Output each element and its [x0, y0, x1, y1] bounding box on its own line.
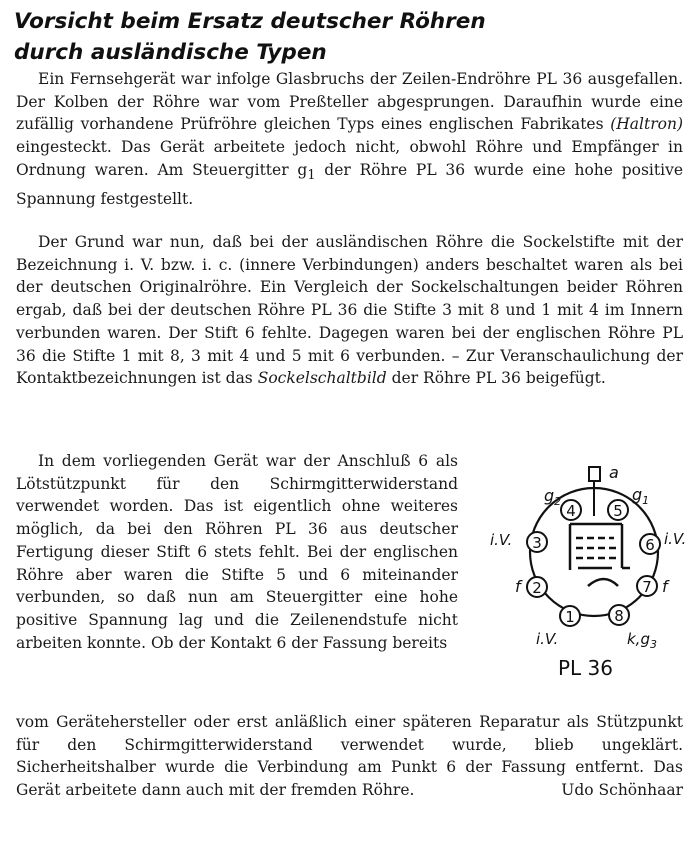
svg-text:1: 1: [565, 608, 575, 626]
electrode-structure: [570, 524, 630, 586]
svg-text:4: 4: [566, 502, 576, 520]
article-title: [14, 6, 684, 68]
paragraph-3-text-a: In dem vorliegenden Gerät war der Anschluß 6 als Lötstützpunkt für den Schirmgitterwiderstand verwendet worden. Das ist eigentlich ohne weiteres möglich, da bei den Röhren PL 36 aus deutscher Fertigung dieser Stift 6 stets fehlt. Bei der englischen Röhre aber waren die Stifte 5 und 6 miteinander verbunden, so daß nun am Steuergitter eine hohe positive Spannung lag und die Zeilenendstufe nicht arbeiten konnte. Ob der Kontakt 6 der Fassung bereits: [16, 452, 458, 652]
pin-8: [609, 605, 629, 625]
svg-text:6: 6: [645, 536, 655, 554]
label-iv-bottom: i.V.: [536, 630, 559, 648]
pin-5: [608, 500, 628, 520]
paragraph-1-text-c: der Röhre PL 36 wurde eine hohe positive Spannung festgestellt.: [16, 160, 683, 208]
label-k-g3: $k,g_3$: [627, 630, 657, 651]
pin-1: [560, 606, 580, 626]
label-a: a: [609, 464, 619, 482]
pin-6: [640, 534, 660, 554]
label-iv-right: i.V.: [664, 530, 687, 548]
paragraph-3: [16, 450, 458, 654]
title-line-1: Vorsicht beim Ersatz deutscher Röhren: [14, 9, 486, 34]
svg-text:8: 8: [614, 607, 624, 625]
label-iv-left: i.V.: [490, 531, 513, 549]
label-g2: $g_2$: [544, 486, 562, 508]
anode-cap: [589, 467, 600, 481]
paragraph-2-text-a: Der Grund war nun, daß bei der ausländischen Röhre die Sockelstifte mit der Bezeichnung i. V. bzw. i. c. (innere Verbindungen) anders beschaltet waren als bei der deutschen Originalröhre. Ein Vergleich der Sockelschaltungen beider Röhren ergab, daß bei der deutschen Röhre PL 36 die Stifte 3 mit 8 und 1 mit 4 im Innern verbunden waren. Der Stift 6 fehlte. Dagegen waren bei der englischen Röhre PL 36 die Stifte 1 mit 8, 3 mit 4 und 5 mit 6 verbunden. – Zur Veranschaulichung der Kontaktbezeichnungen ist das: [16, 233, 683, 388]
paragraph-2-text-b: der Röhre PL 36 beigefügt.: [386, 369, 606, 388]
svg-text:7: 7: [642, 578, 652, 596]
figure-caption: PL 36: [558, 656, 614, 680]
paragraph-2-term: Sockelschaltbild: [257, 369, 387, 388]
svg-text:3: 3: [532, 534, 542, 552]
paragraph-1-brand: (Haltron): [610, 115, 683, 134]
label-f-right: f: [662, 577, 668, 596]
svg-text:2: 2: [532, 579, 542, 597]
pin-4: [561, 500, 581, 520]
label-g1: $g_1$: [632, 485, 650, 507]
label-f-left: f: [515, 577, 521, 596]
paragraph-1: [16, 68, 683, 210]
paragraph-1-text-b: eingesteckt. Das Gerät arbeitete jedoch nicht, obwohl Röhre und Empfänger in Ordnung waren. Am Steuergitter g: [16, 138, 683, 179]
paragraph-3-continued: [16, 711, 683, 802]
author-signature: Udo Schönhaar: [561, 781, 683, 800]
pin-2: [527, 577, 547, 597]
svg-text:5: 5: [613, 502, 623, 520]
pin-3: [527, 532, 547, 552]
paragraph-1-text-a: Ein Fernsehgerät war infolge Glasbruchs der Zeilen-Endröhre PL 36 ausgefallen. Der Kolben der Röhre war vom Preßteller abgesprungen. Daraufhin wurde eine zufällig vorhandene Prüfröhre gleichen Typs eines englischen Fabrikates: [16, 70, 683, 134]
paragraph-1-subscript: 1: [307, 167, 316, 183]
paragraph-3-text-b: vom Gerätehersteller oder erst anläßlich einer späteren Reparatur als Stützpunkt für den Schirmgitterwiderstand verwendet wurde, blieb ungeklärt. Sicherheitshalber wurde die Verbindung am Punkt 6 der Fassung entfernt. Das Gerät arbeitete dann auch mit der fremden Röhre.: [16, 713, 683, 800]
pin-7: [637, 576, 657, 596]
paragraph-2: [16, 231, 683, 390]
title-line-2: durch ausländische Typen: [14, 40, 327, 65]
